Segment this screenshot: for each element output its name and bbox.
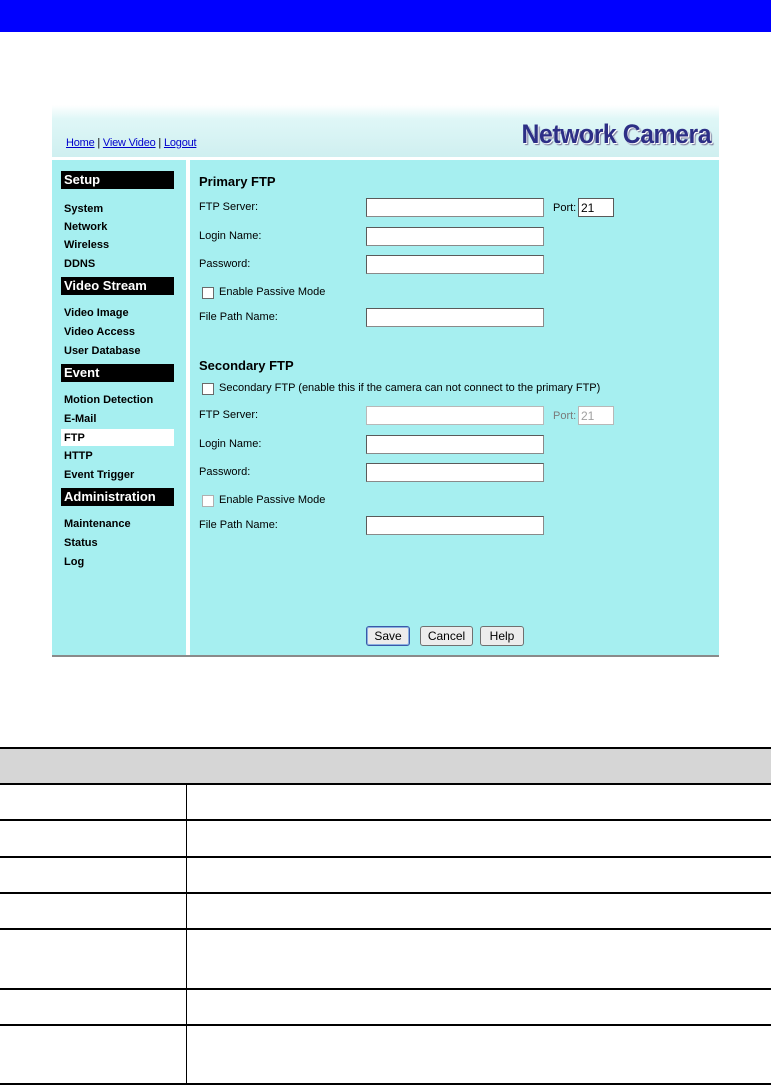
view-video-link[interactable]: View Video: [102, 137, 156, 149]
primary-login-label: Login Name:: [199, 230, 262, 242]
primary-port-label: Port:: [553, 202, 577, 214]
primary-ftp-server-label: FTP Server:: [199, 201, 259, 213]
sidebar-item-ftp[interactable]: FTP: [64, 432, 85, 444]
cancel-button[interactable]: Cancel: [420, 626, 473, 646]
camera-ftp-settings-window: [52, 97, 719, 657]
sidebar-item-event-trigger[interactable]: Event Trigger: [64, 469, 135, 481]
primary-passive-mode-checkbox[interactable]: [202, 287, 214, 299]
primary-file-path-label: File Path Name:: [199, 311, 278, 323]
table-border: [0, 1024, 771, 1026]
nav-separator: |: [94, 137, 103, 149]
secondary-password-label: Password:: [199, 466, 251, 478]
sidebar-item-http[interactable]: HTTP: [64, 450, 93, 462]
secondary-file-path-label: File Path Name:: [199, 519, 278, 531]
document-top-banner: [0, 0, 771, 32]
table-border: [0, 856, 771, 858]
sidebar-item-maintenance[interactable]: Maintenance: [64, 518, 131, 530]
brand-logo: Network Camera: [521, 119, 711, 149]
page-header: [52, 97, 719, 157]
sidebar-item-user-database[interactable]: User Database: [64, 345, 141, 357]
table-column-divider: [186, 785, 187, 1083]
top-navigation: [66, 137, 196, 149]
primary-login-input[interactable]: [366, 227, 544, 246]
secondary-ftp-enable-label: Secondary FTP (enable this if the camera can not connect to the primary FTP): [219, 382, 601, 394]
primary-ftp-server-input[interactable]: [366, 198, 544, 217]
nav-separator: |: [155, 137, 164, 149]
help-button[interactable]: Help: [480, 626, 524, 646]
secondary-ftp-server-label: FTP Server:: [199, 409, 259, 421]
sidebar-item-motion-detection[interactable]: Motion Detection: [64, 394, 154, 406]
ftp-settings-panel: [190, 160, 719, 655]
secondary-passive-mode-checkbox[interactable]: [202, 495, 214, 507]
table-header: [0, 749, 771, 784]
primary-port-input[interactable]: [578, 198, 614, 217]
secondary-password-input[interactable]: [366, 463, 544, 482]
secondary-login-input[interactable]: [366, 435, 544, 454]
primary-password-label: Password:: [199, 258, 251, 270]
primary-passive-mode-label: Enable Passive Mode: [219, 286, 326, 298]
sidebar-item-log[interactable]: Log: [64, 556, 85, 568]
table-border: [0, 1083, 771, 1085]
primary-password-input[interactable]: [366, 255, 544, 274]
secondary-passive-mode-label: Enable Passive Mode: [219, 494, 326, 506]
save-button[interactable]: Save: [366, 626, 410, 646]
sidebar-item-wireless[interactable]: Wireless: [64, 239, 110, 251]
sidebar-item-video-access[interactable]: Video Access: [64, 326, 135, 338]
home-link[interactable]: Home: [66, 137, 95, 149]
sidebar-section-administration: Administration: [61, 488, 174, 506]
logout-link[interactable]: Logout: [163, 137, 197, 149]
primary-file-path-input[interactable]: [366, 308, 544, 327]
secondary-login-label: Login Name:: [199, 438, 262, 450]
table-border: [0, 928, 771, 930]
sidebar-item-email[interactable]: E-Mail: [64, 413, 97, 425]
table-border: [0, 892, 771, 894]
sidebar: [52, 160, 186, 655]
sidebar-item-video-image[interactable]: Video Image: [64, 307, 129, 319]
secondary-ftp-server-input[interactable]: [366, 406, 544, 425]
sidebar-item-network[interactable]: Network: [64, 221, 108, 233]
secondary-ftp-enable-checkbox[interactable]: [202, 383, 214, 395]
sidebar-section-setup: Setup: [61, 171, 174, 189]
secondary-port-input[interactable]: [578, 406, 614, 425]
panel-bottom-border: [52, 655, 719, 657]
sidebar-section-event: Event: [61, 364, 174, 382]
secondary-port-label: Port:: [553, 410, 577, 422]
sidebar-item-ddns[interactable]: DDNS: [64, 258, 96, 270]
sidebar-section-video-stream: Video Stream: [61, 277, 174, 295]
secondary-file-path-input[interactable]: [366, 516, 544, 535]
sidebar-item-system[interactable]: System: [64, 203, 104, 215]
sidebar-item-status[interactable]: Status: [64, 537, 98, 549]
primary-ftp-title: Primary FTP: [199, 174, 276, 189]
table-border: [0, 988, 771, 990]
table-border: [0, 783, 771, 785]
table-border: [0, 819, 771, 821]
secondary-ftp-title: Secondary FTP: [199, 358, 294, 373]
table-border: [0, 747, 771, 749]
